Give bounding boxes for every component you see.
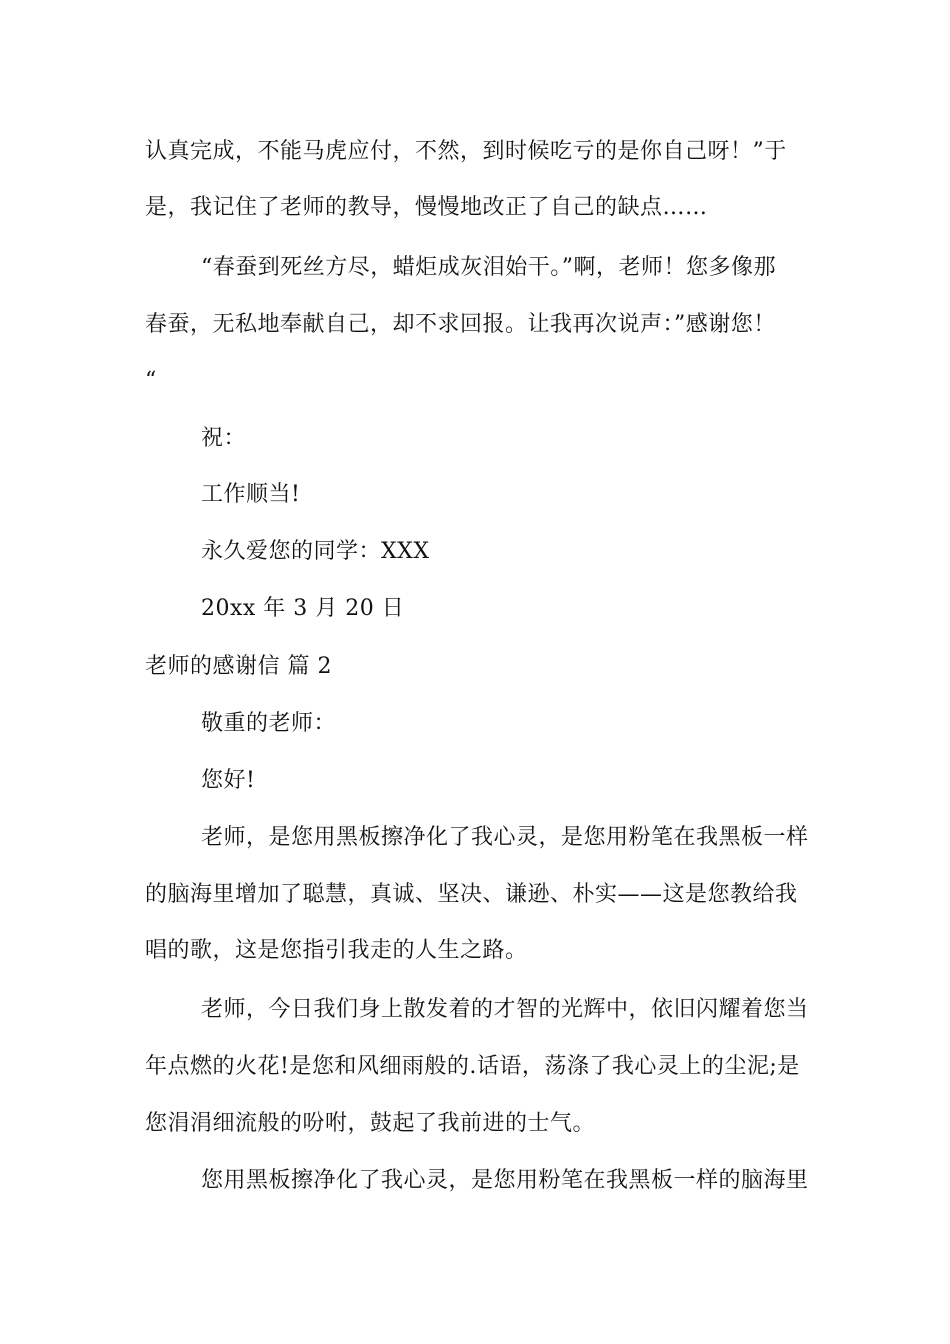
- body-line: 唱的歌，这是您指引我走的人生之路。: [145, 938, 528, 963]
- body-line: 春蚕，无私地奉献自己，却不求回报。让我再次说声：”感谢您！: [145, 312, 776, 337]
- body-line: 年点燃的火花!是您和风细雨般的.话语，荡涤了我心灵上的尘泥;是: [145, 1054, 800, 1079]
- body-line: 认真完成，不能马虎应付，不然，到时候吃亏的是你自己呀！”于: [145, 139, 787, 164]
- greeting-line: 您好!: [201, 768, 256, 793]
- greeting-line: 敬重的老师：: [201, 711, 337, 736]
- body-line: 是，我记住了老师的教导，慢慢地改正了自己的缺点……: [145, 195, 708, 220]
- body-line: “春蚕到死丝方尽，蜡炬成灰泪始干。”啊，老师！您多像那: [201, 255, 776, 280]
- date-line: 20xx 年 3 月 20 日: [201, 596, 405, 621]
- section-heading: 老师的感谢信 篇 2: [145, 654, 332, 679]
- closing-wish: 工作顺当!: [201, 482, 301, 507]
- body-line: 的脑海里增加了聪慧，真诚、坚决、谦逊、朴实——这是您教给我: [145, 882, 798, 907]
- signature-line: 永久爱您的同学：XXX: [201, 539, 430, 564]
- body-line: 您涓涓细流般的吩咐，鼓起了我前进的士气。: [145, 1111, 596, 1136]
- body-line: “: [145, 368, 157, 393]
- body-line: 老师，今日我们身上散发着的才智的光辉中，依旧闪耀着您当: [201, 997, 809, 1022]
- closing-salutation: 祝：: [201, 426, 247, 451]
- body-line: 您用黑板擦净化了我心灵，是您用粉笔在我黑板一样的脑海里: [201, 1168, 809, 1193]
- body-line: 老师，是您用黑板擦净化了我心灵，是您用粉笔在我黑板一样: [201, 825, 809, 850]
